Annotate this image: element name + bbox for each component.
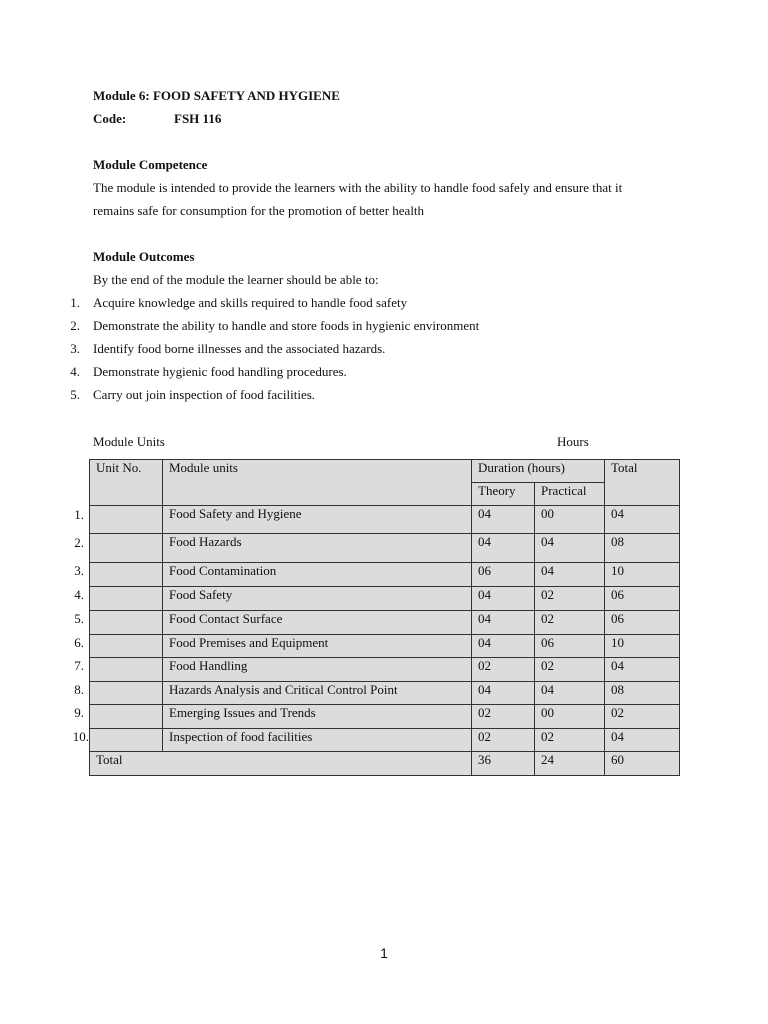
unit-no-cell xyxy=(90,729,163,752)
theory-cell: 06 xyxy=(472,563,535,587)
outcome-number: 1. xyxy=(70,295,80,310)
theory-cell: 02 xyxy=(472,705,535,729)
practical-cell: 06 xyxy=(535,635,605,658)
row-number: 7. xyxy=(74,658,84,673)
outcomes-heading: Module Outcomes xyxy=(93,249,195,264)
theory-cell: 04 xyxy=(472,611,535,635)
table-row xyxy=(90,682,680,705)
table-row xyxy=(90,506,680,534)
header-total: Total xyxy=(605,460,680,506)
practical-cell: 02 xyxy=(535,587,605,611)
unit-name-cell: Food Contamination xyxy=(163,563,472,587)
row-number: 1. xyxy=(74,507,84,522)
practical-cell: 00 xyxy=(535,705,605,729)
table-row xyxy=(90,587,680,611)
outcome-item: Demonstrate hygienic food handling procedures. xyxy=(93,364,347,379)
table-row xyxy=(90,611,680,635)
unit-name-cell: Food Handling xyxy=(163,658,472,682)
table-row xyxy=(90,729,680,752)
theory-cell: 02 xyxy=(472,658,535,682)
module-heading xyxy=(93,88,340,104)
header-unit-no: Unit No. xyxy=(90,460,163,506)
outcomes-intro: By the end of the module the learner should be able to: xyxy=(93,272,379,287)
table-row xyxy=(90,658,680,682)
module-label: Module 6: xyxy=(93,88,150,103)
total-label-cell: Total xyxy=(90,752,472,776)
outcome-item: Carry out join inspection of food facilities. xyxy=(93,387,316,402)
code-value: FSH 116 xyxy=(174,111,222,126)
unit-no-cell xyxy=(90,658,163,682)
outcome-number: 3. xyxy=(70,341,80,356)
page-number: 1 xyxy=(380,945,388,961)
row-number: 3. xyxy=(74,563,84,578)
row-number: 8. xyxy=(74,682,84,697)
row-number: 5. xyxy=(74,611,84,626)
practical-cell: 00 xyxy=(535,506,605,534)
unit-no-cell xyxy=(90,587,163,611)
module-title: FOOD SAFETY AND HYGIENE xyxy=(152,88,340,103)
table-header-row xyxy=(90,460,680,483)
practical-cell: 02 xyxy=(535,658,605,682)
total-cell: 04 xyxy=(605,658,680,682)
unit-name-cell: Food Contact Surface xyxy=(163,611,472,635)
table-row xyxy=(90,563,680,587)
total-practical-cell: 24 xyxy=(535,752,605,776)
theory-cell: 02 xyxy=(472,729,535,752)
practical-cell: 02 xyxy=(535,611,605,635)
unit-no-cell xyxy=(90,705,163,729)
total-theory-cell: 36 xyxy=(472,752,535,776)
unit-name-cell: Emerging Issues and Trends xyxy=(163,705,472,729)
total-cell: 04 xyxy=(605,729,680,752)
unit-name-cell: Inspection of food facilities xyxy=(163,729,472,752)
competence-text-line-2: remains safe for consumption for the promotion of better health xyxy=(93,203,425,218)
practical-cell: 04 xyxy=(535,534,605,563)
unit-name-cell: Food Safety xyxy=(163,587,472,611)
total-cell: 06 xyxy=(605,611,680,635)
total-cell: 10 xyxy=(605,563,680,587)
table-row xyxy=(90,534,680,563)
unit-name-cell: Food Hazards xyxy=(163,534,472,563)
unit-name-cell: Food Premises and Equipment xyxy=(163,635,472,658)
code-label: Code: xyxy=(93,111,127,126)
row-number: 6. xyxy=(74,635,84,650)
total-cell: 08 xyxy=(605,534,680,563)
total-cell: 08 xyxy=(605,682,680,705)
theory-cell: 04 xyxy=(472,534,535,563)
outcome-item: Identify food borne illnesses and the associated hazards. xyxy=(93,341,386,356)
outcome-number: 5. xyxy=(70,387,80,402)
row-number: 9. xyxy=(74,705,84,720)
header-theory: Theory xyxy=(472,483,535,506)
unit-no-cell xyxy=(90,682,163,705)
theory-cell: 04 xyxy=(472,635,535,658)
unit-no-cell xyxy=(90,635,163,658)
unit-name-cell: Food Safety and Hygiene xyxy=(163,506,472,534)
row-number: 2. xyxy=(74,535,84,550)
competence-heading: Module Competence xyxy=(93,157,208,172)
outcome-number: 2. xyxy=(70,318,80,333)
row-number: 4. xyxy=(74,587,84,602)
theory-cell: 04 xyxy=(472,506,535,534)
total-cell: 02 xyxy=(605,705,680,729)
table-row xyxy=(90,705,680,729)
unit-no-cell xyxy=(90,563,163,587)
total-cell: 06 xyxy=(605,587,680,611)
theory-cell: 04 xyxy=(472,682,535,705)
unit-no-cell xyxy=(90,611,163,635)
competence-text-line-1: The module is intended to provide the learners with the ability to handle food safely and ensure that it xyxy=(93,180,623,195)
outcome-item: Demonstrate the ability to handle and store foods in hygienic environment xyxy=(93,318,480,333)
module-units-table xyxy=(89,459,680,776)
unit-no-cell xyxy=(90,506,163,534)
hours-label: Hours xyxy=(557,434,589,449)
practical-cell: 04 xyxy=(535,563,605,587)
row-number: 10. xyxy=(72,729,89,744)
table-row xyxy=(90,635,680,658)
unit-name-cell: Hazards Analysis and Critical Control Point xyxy=(163,682,472,705)
outcome-item: Acquire knowledge and skills required to handle food safety xyxy=(93,295,408,310)
outcome-number: 4. xyxy=(70,364,80,379)
unit-no-cell xyxy=(90,534,163,563)
header-practical: Practical xyxy=(535,483,605,506)
theory-cell: 04 xyxy=(472,587,535,611)
table-total-row xyxy=(90,752,680,776)
header-module-units: Module units xyxy=(163,460,472,506)
grand-total-cell: 60 xyxy=(605,752,680,776)
units-section-title: Module Units xyxy=(93,434,165,449)
practical-cell: 02 xyxy=(535,729,605,752)
header-duration: Duration (hours) xyxy=(472,460,605,483)
practical-cell: 04 xyxy=(535,682,605,705)
total-cell: 04 xyxy=(605,506,680,534)
total-cell: 10 xyxy=(605,635,680,658)
